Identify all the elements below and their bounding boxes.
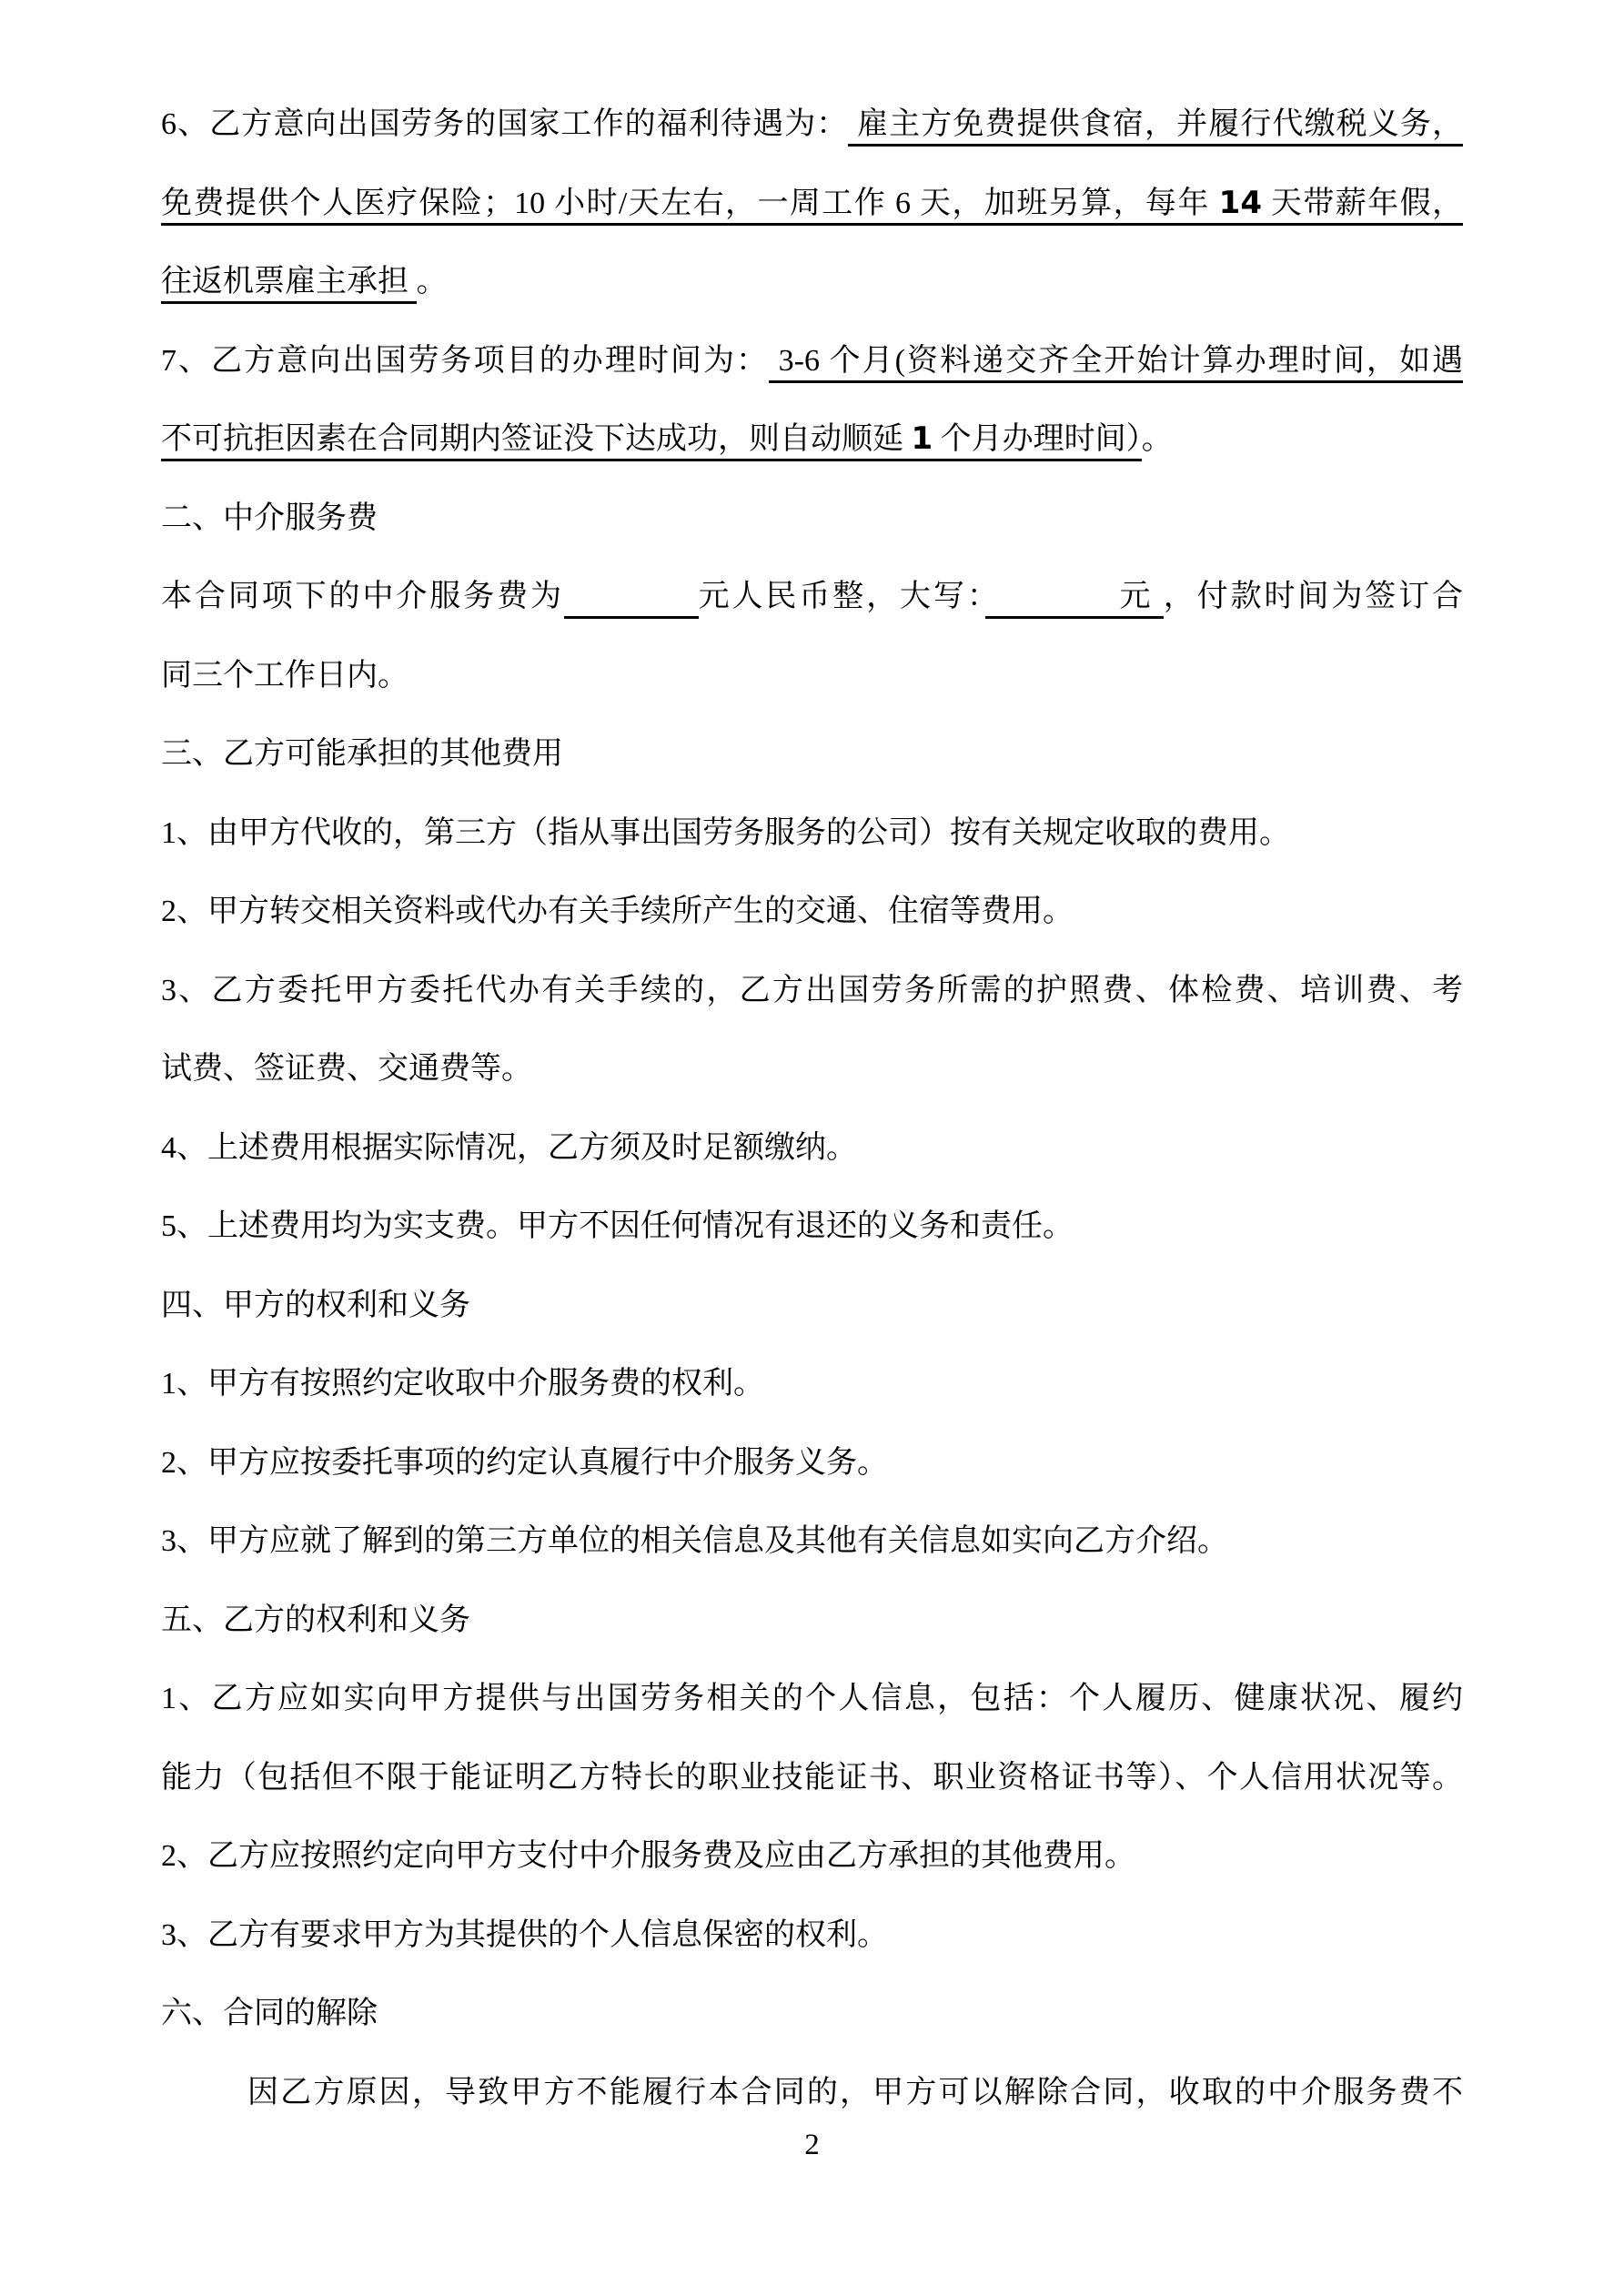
contract-line xyxy=(161,1207,1463,1246)
text-segment: 。 xyxy=(1141,422,1173,456)
contract-line xyxy=(161,2073,1463,2112)
service-fee-capital-blank: 元 xyxy=(985,580,1164,619)
text-segment: 个月办理时间） xyxy=(933,422,1142,461)
contract-line xyxy=(161,1443,1463,1482)
contract-line xyxy=(161,184,1463,223)
text-segment: 5、上述费用均为实支费。甲方不因任何情况有退还的义务和责任。 xyxy=(161,1209,1074,1243)
contract-line xyxy=(161,1916,1463,1955)
benefits-fill-in-line1: 雇主方免费提供食宿，并履行代缴税义务， xyxy=(848,107,1463,147)
contract-line xyxy=(161,814,1463,853)
text-segment: 1、由甲方代收的，第三方（指从事出国劳务服务的公司）按有关规定收取的费用。 xyxy=(161,815,1290,850)
section-4-heading: 四、甲方的权利和义务 xyxy=(161,1288,470,1322)
text-segment: 本合同项下的中介服务费为 xyxy=(161,580,564,613)
section-6-heading: 六、合同的解除 xyxy=(161,1997,378,2030)
contract-line xyxy=(161,1286,1463,1325)
section-3-heading: 三、乙方可能承担的其他费用 xyxy=(161,737,563,771)
extension-months-value xyxy=(912,422,933,461)
contract-line xyxy=(161,1522,1463,1561)
text-segment: 1、乙方应如实向甲方提供与出国劳务相关的个人信息，包括：个人履历、健康状况、履约 xyxy=(161,1682,1463,1715)
page-number: 2 xyxy=(804,2129,820,2161)
contract-body xyxy=(161,105,1463,2151)
contract-line xyxy=(161,892,1463,931)
text-segment: 元人民币整，大写： xyxy=(698,580,985,613)
page-footer xyxy=(0,2128,1624,2162)
contract-line xyxy=(161,262,1463,301)
text-segment: 3、乙方有要求甲方为其提供的个人信息保密的权利。 xyxy=(161,1917,888,1952)
text-segment: 2、乙方应按照约定向甲方支付中介服务费及应由乙方承担的其他费用。 xyxy=(161,1839,1135,1873)
text-segment: 能力（包括但不限于能证明乙方特长的职业技能证书、职业资格证书等）、个人信用状况等。 xyxy=(161,1760,1463,1795)
contract-line xyxy=(161,1679,1463,1718)
contract-line xyxy=(161,1836,1463,1876)
contract-line xyxy=(161,1601,1463,1640)
text-segment: 6、乙方意向出国劳务的国家工作的福利待遇为： xyxy=(161,107,849,141)
contract-line xyxy=(161,1128,1463,1168)
text-segment: 3、乙方委托甲方委托代办有关手续的，乙方出国劳务所需的护照费、体检费、培训费、考 xyxy=(161,973,1463,1007)
text-segment: 同三个工作日内。 xyxy=(161,658,409,693)
section-5-heading: 五、乙方的权利和义务 xyxy=(161,1603,470,1637)
contract-line xyxy=(161,105,1463,144)
text-segment: 4、上述费用根据实际情况，乙方须及时足额缴纳。 xyxy=(161,1130,857,1165)
contract-line xyxy=(161,734,1463,774)
text-segment: 因乙方原因，导致甲方不能履行本合同的，甲方可以解除合同，收取的中介服务费不 xyxy=(247,2075,1463,2109)
processing-time-fill-in-line1: 3-6 个月(资料递交齐全开始计算办理时间，如遇 xyxy=(769,344,1463,383)
service-fee-amount-blank xyxy=(564,580,699,619)
text-segment: 7、乙方意向出国劳务项目的办理时间为： xyxy=(161,343,770,378)
contract-line xyxy=(161,971,1463,1010)
processing-time-fill-in-line2: 不可抗拒因素在合同期内签证没下达成功，则自动顺延 xyxy=(161,422,912,461)
bold-number: 14 xyxy=(1218,184,1262,221)
contract-line xyxy=(161,1049,1463,1088)
section-2-heading: 二、中介服务费 xyxy=(161,501,378,535)
contract-line xyxy=(161,499,1463,538)
text-segment: ，付款时间为签订合 xyxy=(1163,580,1464,613)
contract-line xyxy=(161,1994,1463,2033)
text-segment: 3、甲方应就了解到的第三方单位的相关信息及其他有关信息如实向乙方介绍。 xyxy=(161,1524,1228,1558)
contract-line xyxy=(161,341,1463,380)
text-segment: 1、甲方有按照约定收取中介服务费的权利。 xyxy=(161,1367,764,1401)
contract-line xyxy=(161,577,1463,616)
text-segment: 2、甲方转交相关资料或代办有关手续所产生的交通、住宿等费用。 xyxy=(161,895,1074,928)
text-segment: 天带薪年假， xyxy=(1262,187,1463,226)
text-segment: 试费、签证费、交通费等。 xyxy=(161,1052,532,1086)
benefits-fill-in-line2: 免费提供个人医疗保险；10 小时/天左右，一周工作 6 天，加班另算，每年 xyxy=(161,187,1219,226)
contract-line xyxy=(161,1364,1463,1403)
contract-line xyxy=(161,1758,1463,1797)
text-segment: 。 xyxy=(416,265,448,298)
benefits-fill-in-line3: 往返机票雇主承担 xyxy=(161,265,417,304)
paid-leave-days-value xyxy=(1218,184,1262,226)
contract-line xyxy=(161,420,1463,459)
contract-line xyxy=(161,656,1463,695)
bold-number: 1 xyxy=(911,420,933,457)
text-segment: 2、甲方应按委托事项的约定认真履行中介服务义务。 xyxy=(161,1445,888,1480)
